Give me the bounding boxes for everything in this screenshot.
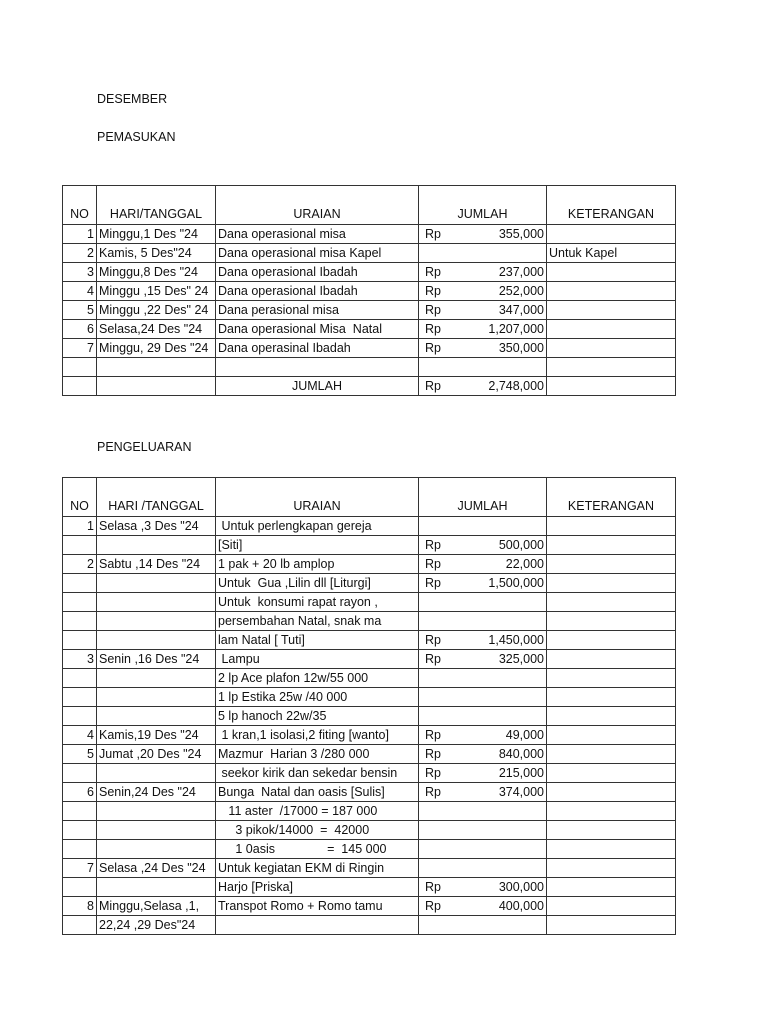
total-empty-cell — [97, 376, 216, 395]
table-row — [63, 897, 676, 916]
row-amount-cell — [419, 669, 547, 688]
row-currency: Rp — [425, 785, 441, 799]
row-number — [63, 802, 97, 821]
row-date: Minggu ,15 Des" 24 — [97, 282, 216, 301]
income-title: PEMASUKAN — [97, 130, 176, 144]
row-date — [97, 536, 216, 555]
row-currency: Rp — [425, 557, 441, 571]
row-date: Kamis, 5 Des"24 — [97, 244, 216, 263]
row-date — [97, 878, 216, 897]
row-date: 22,24 ,29 Des"24 — [97, 916, 216, 935]
row-amount-cell — [419, 612, 547, 631]
row-amount-cell — [419, 555, 547, 574]
row-currency: Rp — [425, 284, 441, 298]
row-description: 2 lp Ace plafon 12w/55 000 — [216, 669, 419, 688]
row-amount-cell — [419, 631, 547, 650]
table-row — [63, 783, 676, 802]
row-date: Minggu,1 Des "24 — [97, 225, 216, 244]
table-row — [63, 631, 676, 650]
row-note — [547, 320, 676, 339]
total-label: JUMLAH — [216, 376, 419, 395]
row-amount-cell — [419, 707, 547, 726]
table-row — [63, 593, 676, 612]
header-note: KETERANGAN — [547, 478, 676, 517]
row-number: 2 — [63, 244, 97, 263]
row-note — [547, 916, 676, 935]
row-amount-cell — [419, 726, 547, 745]
row-amount-cell — [419, 574, 547, 593]
row-description: Lampu — [216, 650, 419, 669]
row-note — [547, 821, 676, 840]
row-date: Minggu, 29 Des "24 — [97, 339, 216, 358]
row-date: Sabtu ,14 Des "24 — [97, 555, 216, 574]
total-currency: Rp — [425, 378, 441, 393]
row-number — [63, 878, 97, 897]
row-currency: Rp — [425, 265, 441, 279]
row-note — [547, 593, 676, 612]
row-description: Untuk Gua ,Lilin dll [Liturgi] — [216, 574, 419, 593]
row-amount-cell — [419, 339, 547, 358]
row-number — [63, 840, 97, 859]
row-amount-cell — [419, 916, 547, 935]
table-row — [63, 555, 676, 574]
row-amount: 347,000 — [498, 303, 544, 317]
row-note — [547, 536, 676, 555]
row-amount-cell — [419, 802, 547, 821]
row-number: 5 — [63, 301, 97, 320]
row-amount: 840,000 — [498, 747, 544, 761]
row-amount: 350,000 — [498, 341, 544, 355]
total-row — [63, 376, 676, 395]
header-note: KETERANGAN — [547, 186, 676, 225]
table-row — [63, 320, 676, 339]
row-date: Selasa,24 Des "24 — [97, 320, 216, 339]
row-note — [547, 517, 676, 536]
table-row — [63, 859, 676, 878]
row-number — [63, 916, 97, 935]
row-date: Senin ,16 Des "24 — [97, 650, 216, 669]
row-description: Bunga Natal dan oasis [Sulis] — [216, 783, 419, 802]
row-number: 1 — [63, 225, 97, 244]
row-date: Kamis,19 Des "24 — [97, 726, 216, 745]
row-amount-cell — [419, 764, 547, 783]
row-number: 8 — [63, 897, 97, 916]
row-description: 5 lp hanoch 22w/35 — [216, 707, 419, 726]
row-currency: Rp — [425, 728, 441, 742]
row-date: Selasa ,24 Des "24 — [97, 859, 216, 878]
row-number — [63, 612, 97, 631]
row-date — [97, 688, 216, 707]
row-date: Minggu ,22 Des" 24 — [97, 301, 216, 320]
row-number: 4 — [63, 726, 97, 745]
row-description: Transpot Romo + Romo tamu — [216, 897, 419, 916]
row-date: Minggu,Selasa ,1, — [97, 897, 216, 916]
header-no: NO — [63, 478, 97, 517]
row-note — [547, 339, 676, 358]
total-empty-cell — [63, 376, 97, 395]
row-currency: Rp — [425, 747, 441, 761]
row-description: Mazmur Harian 3 /280 000 — [216, 745, 419, 764]
row-description: Untuk konsumi rapat rayon , — [216, 593, 419, 612]
row-amount-cell — [419, 650, 547, 669]
row-number: 5 — [63, 745, 97, 764]
row-note — [547, 631, 676, 650]
header-amount: JUMLAH — [419, 478, 547, 517]
table-row — [63, 878, 676, 897]
row-amount: 49,000 — [505, 728, 544, 742]
row-number — [63, 669, 97, 688]
row-date — [97, 840, 216, 859]
row-date — [97, 669, 216, 688]
row-amount-cell — [419, 859, 547, 878]
row-amount-cell — [419, 301, 547, 320]
row-amount-cell — [419, 320, 547, 339]
table-row — [63, 802, 676, 821]
row-note — [547, 745, 676, 764]
row-description: seekor kirik dan sekedar bensin — [216, 764, 419, 783]
row-note — [547, 859, 676, 878]
row-note — [547, 282, 676, 301]
row-number: 7 — [63, 859, 97, 878]
row-number: 4 — [63, 282, 97, 301]
row-note — [547, 688, 676, 707]
row-currency: Rp — [425, 538, 441, 552]
row-date: Minggu,8 Des "24 — [97, 263, 216, 282]
header-date: HARI/TANGGAL — [97, 186, 216, 225]
row-currency: Rp — [425, 303, 441, 317]
row-description: 1 0asis = 145 000 — [216, 840, 419, 859]
row-description: 1 pak + 20 lb amplop — [216, 555, 419, 574]
expense-table — [62, 477, 676, 935]
row-description: Dana operasional Ibadah — [216, 263, 419, 282]
row-note — [547, 802, 676, 821]
row-description: Untuk perlengkapan gereja — [216, 517, 419, 536]
row-note — [547, 650, 676, 669]
table-row — [63, 301, 676, 320]
header-no: NO — [63, 186, 97, 225]
table-row — [63, 612, 676, 631]
row-amount-cell — [419, 282, 547, 301]
row-note — [547, 301, 676, 320]
row-note — [547, 897, 676, 916]
income-header-row — [63, 186, 676, 225]
row-amount-cell — [419, 688, 547, 707]
row-description — [216, 916, 419, 935]
row-amount-cell — [419, 263, 547, 282]
table-row — [63, 916, 676, 935]
row-number — [63, 821, 97, 840]
row-currency: Rp — [425, 227, 441, 241]
table-row — [63, 358, 676, 377]
row-description: Dana perasional misa — [216, 301, 419, 320]
header-date: HARI /TANGGAL — [97, 478, 216, 517]
row-date — [97, 764, 216, 783]
row-number — [63, 593, 97, 612]
expense-title: PENGELUARAN — [97, 440, 192, 454]
row-amount: 400,000 — [498, 899, 544, 913]
row-number — [63, 358, 97, 377]
table-row — [63, 840, 676, 859]
row-date — [97, 631, 216, 650]
row-date — [97, 593, 216, 612]
row-note — [547, 225, 676, 244]
row-description: persembahan Natal, snak ma — [216, 612, 419, 631]
row-date — [97, 358, 216, 377]
row-currency: Rp — [425, 633, 441, 647]
row-number: 6 — [63, 783, 97, 802]
row-number: 3 — [63, 263, 97, 282]
table-row — [63, 821, 676, 840]
total-amount-cell — [419, 376, 547, 395]
row-description: Untuk kegiatan EKM di Ringin — [216, 859, 419, 878]
row-date: Selasa ,3 Des "24 — [97, 517, 216, 536]
row-amount: 1,207,000 — [488, 322, 544, 336]
row-amount: 374,000 — [498, 785, 544, 799]
row-number: 3 — [63, 650, 97, 669]
row-note — [547, 783, 676, 802]
row-currency: Rp — [425, 880, 441, 894]
row-description: 1 lp Estika 25w /40 000 — [216, 688, 419, 707]
row-currency: Rp — [425, 576, 441, 590]
row-number: 2 — [63, 555, 97, 574]
row-amount-cell — [419, 840, 547, 859]
row-currency: Rp — [425, 652, 441, 666]
table-row — [63, 688, 676, 707]
row-note — [547, 555, 676, 574]
row-number: 7 — [63, 339, 97, 358]
row-note — [547, 707, 676, 726]
row-amount-cell — [419, 783, 547, 802]
row-amount: 215,000 — [498, 766, 544, 780]
table-row — [63, 517, 676, 536]
table-row — [63, 339, 676, 358]
row-number — [63, 631, 97, 650]
table-row — [63, 669, 676, 688]
row-amount: 237,000 — [498, 265, 544, 279]
row-note — [547, 669, 676, 688]
header-description: URAIAN — [216, 186, 419, 225]
row-note — [547, 726, 676, 745]
row-description: Harjo [Priska] — [216, 878, 419, 897]
table-row — [63, 225, 676, 244]
row-amount: 500,000 — [498, 538, 544, 552]
row-amount-cell — [419, 897, 547, 916]
table-row — [63, 244, 676, 263]
row-number — [63, 707, 97, 726]
row-number — [63, 688, 97, 707]
row-note — [547, 612, 676, 631]
row-date — [97, 802, 216, 821]
row-description: 3 pikok/14000 = 42000 — [216, 821, 419, 840]
row-note: Untuk Kapel — [547, 244, 676, 263]
table-row — [63, 282, 676, 301]
row-amount: 22,000 — [505, 557, 544, 571]
row-amount-cell — [419, 517, 547, 536]
row-note — [547, 358, 676, 377]
total-amount: 2,748,000 — [488, 378, 544, 393]
table-row — [63, 764, 676, 783]
row-note — [547, 263, 676, 282]
row-date — [97, 612, 216, 631]
row-note — [547, 764, 676, 783]
table-row — [63, 536, 676, 555]
row-note — [547, 574, 676, 593]
row-amount-cell — [419, 878, 547, 897]
income-table — [62, 185, 676, 396]
row-amount-cell — [419, 745, 547, 764]
row-description: lam Natal [ Tuti] — [216, 631, 419, 650]
row-amount-cell — [419, 821, 547, 840]
row-number — [63, 764, 97, 783]
row-date — [97, 821, 216, 840]
row-description: Dana operasional Ibadah — [216, 282, 419, 301]
row-amount: 1,450,000 — [488, 633, 544, 647]
row-amount: 252,000 — [498, 284, 544, 298]
row-description: 11 aster /17000 = 187 000 — [216, 802, 419, 821]
row-amount: 325,000 — [498, 652, 544, 666]
row-number — [63, 536, 97, 555]
table-row — [63, 745, 676, 764]
month-title: DESEMBER — [97, 92, 168, 106]
row-date — [97, 707, 216, 726]
row-note — [547, 878, 676, 897]
row-note — [547, 840, 676, 859]
row-date: Senin,24 Des "24 — [97, 783, 216, 802]
table-row — [63, 650, 676, 669]
row-amount: 1,500,000 — [488, 576, 544, 590]
row-number: 1 — [63, 517, 97, 536]
row-description: Dana operasional Misa Natal — [216, 320, 419, 339]
row-currency: Rp — [425, 766, 441, 780]
row-amount-cell — [419, 244, 547, 263]
row-description: Dana operasinal Ibadah — [216, 339, 419, 358]
row-date — [97, 574, 216, 593]
row-description — [216, 358, 419, 377]
row-amount-cell — [419, 536, 547, 555]
row-date: Jumat ,20 Des "24 — [97, 745, 216, 764]
row-amount: 300,000 — [498, 880, 544, 894]
row-description: Dana operasional misa — [216, 225, 419, 244]
row-amount-cell — [419, 225, 547, 244]
row-number — [63, 574, 97, 593]
row-amount: 355,000 — [498, 227, 544, 241]
table-row — [63, 263, 676, 282]
row-amount-cell — [419, 593, 547, 612]
row-amount-cell — [419, 358, 547, 377]
table-row — [63, 574, 676, 593]
expense-header-row — [63, 478, 676, 517]
row-description: [Siti] — [216, 536, 419, 555]
row-description: 1 kran,1 isolasi,2 fiting [wanto] — [216, 726, 419, 745]
header-amount: JUMLAH — [419, 186, 547, 225]
row-currency: Rp — [425, 341, 441, 355]
total-note — [547, 376, 676, 395]
header-description: URAIAN — [216, 478, 419, 517]
row-currency: Rp — [425, 899, 441, 913]
row-currency: Rp — [425, 322, 441, 336]
table-row — [63, 707, 676, 726]
row-number: 6 — [63, 320, 97, 339]
table-row — [63, 726, 676, 745]
row-description: Dana operasional misa Kapel — [216, 244, 419, 263]
